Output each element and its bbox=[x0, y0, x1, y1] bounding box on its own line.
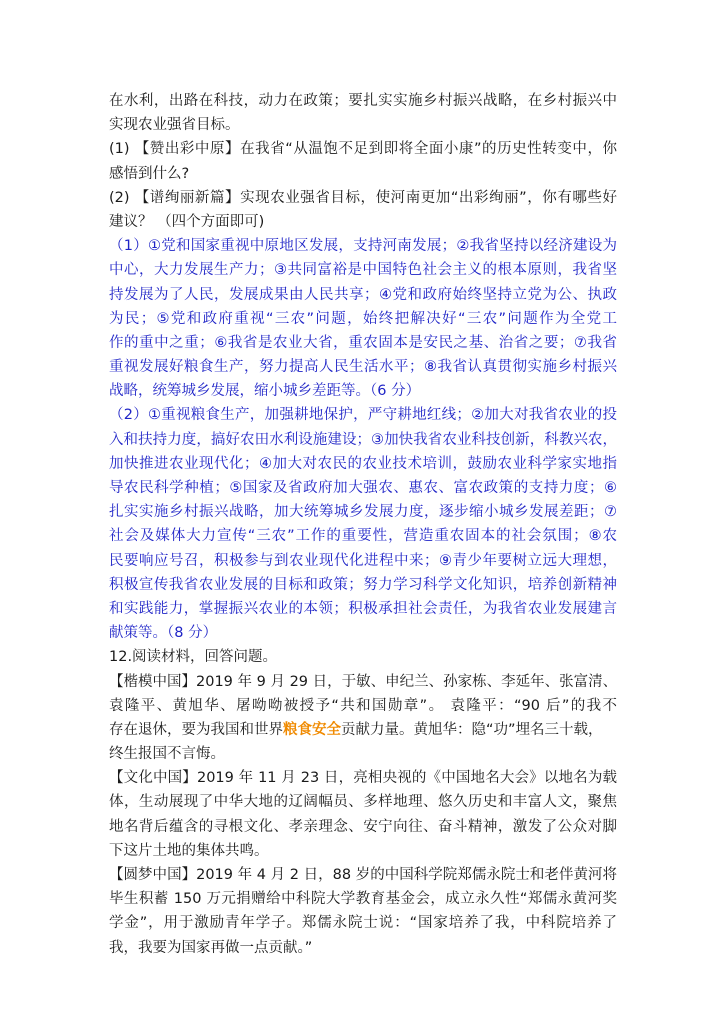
answer-line: 导农民科学种植；⑤国家及省政府加大强农、惠农、富农政策的支持力度；⑥ bbox=[109, 480, 617, 496]
paragraph-line: 【楷模中国】2019 年 9 月 29 日，于敏、申纪兰、孙家栋、李延年、张富清、 bbox=[109, 673, 617, 690]
answer-line: 中心，大力发展生产力；③共同富裕是中国特色社会主义的根本原则，我省坚 bbox=[109, 262, 617, 279]
paragraph-line: 我，我要为国家再做一点贡献。” bbox=[109, 939, 313, 956]
paragraph-line: 体，生动展现了中华大地的辽阔幅员、多样地理、悠久历史和丰富人文，聚焦 bbox=[109, 794, 617, 811]
answer-line: （2）①重视粮食生产，加强耕地保护，严守耕地红线；②加大对我省农业的投 bbox=[109, 407, 617, 424]
question-2-cont: 建议？ （四个方面即可) bbox=[109, 213, 265, 230]
answer-2 bbox=[109, 403, 617, 645]
question-1: (1) 【赞出彩中原】在我省“从温饱不足到即将全面小康”的历史性转变中，你 bbox=[109, 141, 617, 158]
answer-line: 持发展为了人民，发展成果由人民共享；④党和政府始终坚持立党为公、执政 bbox=[109, 286, 617, 303]
paragraph-line: 终生报国不言悔。 bbox=[109, 746, 225, 763]
paragraph-line: 学金”，用于激励青年学子。郑儒永院士说：“国家培养了我，中科院培养了 bbox=[109, 915, 617, 932]
answer-line: （1）①党和国家重视中原地区发展，支持河南发展；②我省坚持以经济建设为 bbox=[109, 238, 617, 255]
question-12-title: 12.阅读材料，回答问题。 bbox=[109, 649, 278, 666]
answer-line: 战略，统筹城乡发展，缩小城乡差距等。（6 分） bbox=[109, 383, 421, 400]
intro-line: 实现农业强省目标。 bbox=[109, 117, 240, 134]
question-2: (2) 【谱绚丽新篇】实现农业强省目标，使河南更加“出彩绚丽”，你有哪些好 bbox=[109, 189, 617, 206]
text-run: 存在退休，要为我国和世界 bbox=[109, 721, 283, 738]
answer-line: 献策等。（8 分） bbox=[109, 625, 218, 642]
paragraph-line bbox=[109, 718, 617, 742]
answer-line: 入和扶持力度，搞好农田水利设施建设；③加快我省农业科技创新，科教兴农， bbox=[109, 431, 617, 448]
question-1-cont: 感悟到什么? bbox=[109, 165, 190, 182]
answer-line: 加快推进农业现代化；④加大对农民的农业技术培训，鼓励农业科学家实地指 bbox=[109, 455, 617, 472]
answer-line: 扎实实施乡村振兴战略，加大统筹城乡发展力度，逐步缩小城乡发展差距；⑦ bbox=[109, 504, 617, 521]
answer-line: 重视发展好粮食生产，努力提高人民生活水平；⑧我省认真贯彻实施乡村振兴 bbox=[109, 359, 617, 376]
answer-line: 为民；⑤党和政府重视“三农”问题，始终把解决好“三农”问题作为全党工 bbox=[109, 310, 617, 327]
paragraph-line: 毕生积蓄 150 万元捐赠给中科院大学教育基金会，成立永久性“郑儒永黄河奖 bbox=[109, 891, 617, 908]
paragraph-line: 【圆梦中国】2019 年 4 月 2 日，88 岁的中国科学院郑儒永院士和老伴黄河将 bbox=[109, 867, 617, 883]
answer-line: 作的重中之重；⑥我省是农业大省，重农固本是安民之基、治省之要；⑦我省 bbox=[109, 334, 617, 351]
section-wenhua bbox=[109, 766, 617, 863]
answer-line: 民要响应号召，积极参与到农业现代化进程中来；⑨青少年要树立远大理想， bbox=[109, 552, 617, 569]
paragraph-line: 地名背后蕴含的寻根文化、孝亲理念、安宁向往、奋斗精神，激发了公众对脚 bbox=[109, 818, 617, 835]
answer-line: 积极宣传我省农业发展的目标和政策；努力学习科学文化知识，培养创新精神 bbox=[109, 576, 617, 593]
document-page bbox=[109, 89, 617, 960]
paragraph-line: 袁隆平、黄旭华、屠呦呦被授予“共和国勋章”。 袁隆平：“90 后”的我不 bbox=[109, 697, 617, 714]
section-yuanmeng bbox=[109, 863, 617, 960]
section-kaimo bbox=[109, 670, 617, 767]
answer-1 bbox=[109, 234, 617, 403]
answer-line: 和实践能力，掌握振兴农业的本领；积极承担社会责任，为我省农业发展建言 bbox=[109, 600, 617, 617]
answer-line: 社会及媒体大力宣传“三农”工作的重要性，营造重农固本的社会氛围；⑧农 bbox=[109, 528, 617, 545]
paragraph-line: 【文化中国】2019 年 11 月 23 日，亮相央视的《中国地名大会》以地名为载 bbox=[109, 770, 617, 787]
intro-line: 在水利，出路在科技，动力在政策；要扎实实施乡村振兴战略，在乡村振兴中 bbox=[109, 93, 617, 109]
paragraph-line: 下这片土地的集体共鸣。 bbox=[109, 842, 269, 859]
text-run: 贡献力量。黄旭华：隐“功”埋名三十载， bbox=[341, 721, 603, 738]
highlight-text: 粮食安全 bbox=[283, 721, 341, 738]
